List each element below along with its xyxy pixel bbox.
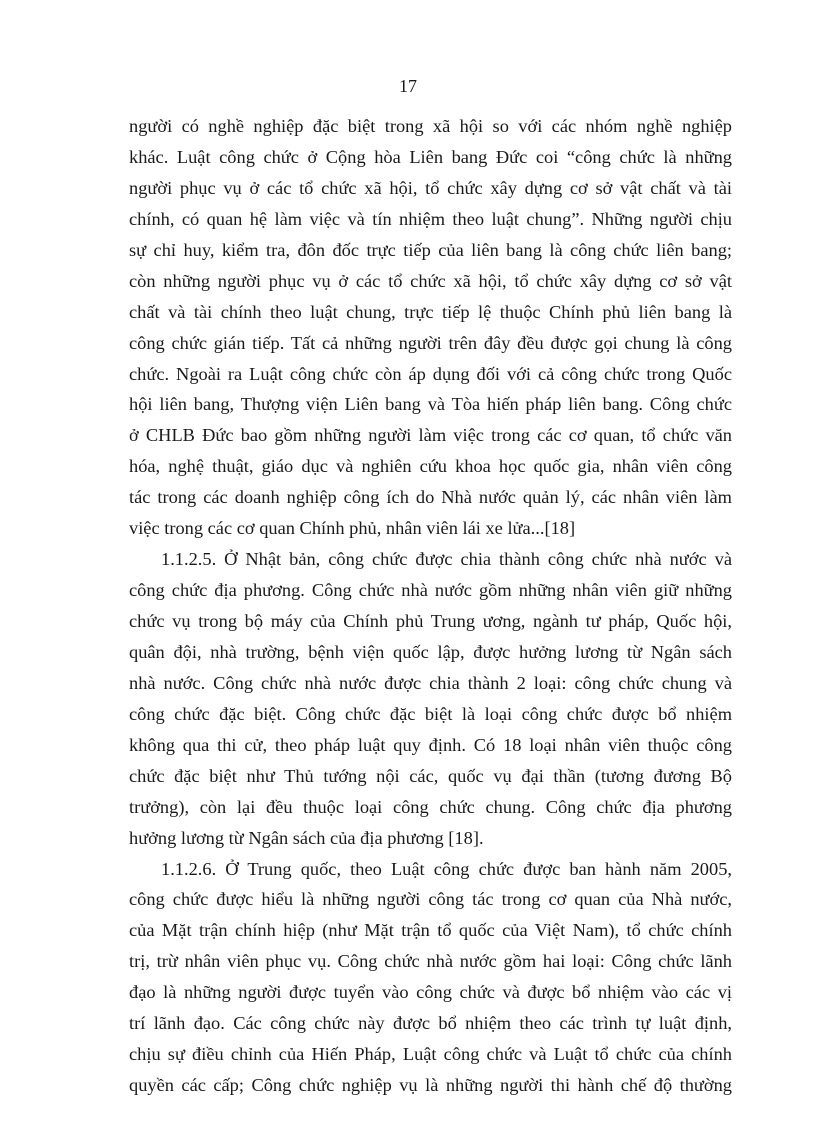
text-line: trí lãnh đạo. Các công chức này được bổ nhiệm theo các trình tự luật định,	[129, 1013, 732, 1034]
text-line: công chức được hiểu là những người công tác trong cơ quan của Nhà nước,	[129, 889, 732, 910]
text-line: chức đặc biệt như Thủ tướng nội các, quốc vụ đại thần (tương đương Bộ	[129, 765, 732, 786]
text-line: người có nghề nghiệp đặc biệt trong xã hội so với các nhóm nghề nghiệp	[129, 116, 732, 136]
text-line: công chức gián tiếp. Tất cả những người trên đây đều được gọi chung là công	[129, 332, 732, 353]
text-line: quân đội, nhà trường, bệnh viện quốc lập, được hưởng lương từ Ngân sách	[129, 641, 732, 662]
text-line: khác. Luật công chức ở Cộng hòa Liên bang Đức coi “công chức là những	[129, 146, 732, 167]
text-line: người phục vụ ở các tổ chức xã hội, tổ chức xây dựng cơ sở vật chất và tài	[129, 177, 732, 198]
page-number: 17	[399, 76, 417, 96]
text-line: chính, có quan hệ làm việc và tín nhiệm theo luật chung”. Những người chịu	[129, 208, 732, 229]
text-line: hưởng lương từ Ngân sách của địa phương [18].	[129, 827, 484, 848]
text-line: hóa, nghệ thuật, giáo dục và nghiên cứu khoa học quốc gia, nhân viên công	[129, 456, 732, 477]
text-line: hội liên bang, Thượng viện Liên bang và Tòa hiến pháp liên bang. Công chức	[129, 394, 732, 415]
text-line: chất và tài chính theo luật chung, trực tiếp lệ thuộc Chính phủ liên bang là	[129, 301, 732, 322]
text-line: việc trong các cơ quan Chính phủ, nhân viên lái xe lửa...[18]	[129, 518, 576, 539]
text-line: ở CHLB Đức bao gồm những người làm việc trong các cơ quan, tổ chức văn	[129, 425, 732, 446]
text-line: trưởng), còn lại đều thuộc loại công chức chung. Công chức địa phương	[129, 796, 732, 817]
text-line: không qua thi cử, theo pháp luật quy định. Có 18 loại nhân viên thuộc công	[129, 734, 732, 755]
text-line: đạo là những người được tuyển vào công chức và được bổ nhiệm vào các vị	[129, 982, 732, 1003]
paragraph-china	[129, 854, 732, 1102]
text-line: tác trong các doanh nghiệp công ích do Nhà nước quản lý, các nhân viên làm	[129, 487, 732, 508]
text-line: của Mặt trận chính hiệp (như Mặt trận tổ quốc của Việt Nam), tổ chức chính	[129, 920, 732, 941]
text-line: chức. Ngoài ra Luật công chức còn áp dụng đối với cả công chức trong Quốc	[129, 363, 732, 384]
text-line: trị, trừ nhân viên phục vụ. Công chức nhà nước gồm hai loại: Công chức lãnh	[129, 951, 732, 972]
text-line: công chức địa phương. Công chức nhà nước gồm những nhân viên giữ những	[129, 580, 732, 601]
text-line: nhà nước. Công chức nhà nước được chia thành 2 loại: công chức chung và	[129, 672, 732, 693]
text-line: chịu sự điều chỉnh của Hiến Pháp, Luật công chức và Luật tổ chức của chính	[129, 1044, 732, 1065]
text-line: chức vụ trong bộ máy của Chính phủ Trung ương, ngành tư pháp, Quốc hội,	[129, 611, 732, 631]
text-line: công chức đặc biệt. Công chức đặc biệt là loại công chức được bổ nhiệm	[129, 703, 732, 724]
text-line: còn những người phục vụ ở các tổ chức xã hội, tổ chức xây dựng cơ sở vật	[129, 270, 732, 291]
paragraph-japan	[129, 544, 732, 853]
paragraph-germany	[129, 111, 732, 544]
text-line: 1.1.2.6. Ở Trung quốc, theo Luật công chức được ban hành năm 2005,	[161, 858, 732, 879]
text-line: quyền các cấp; Công chức nghiệp vụ là những người thi hành chế độ thường	[129, 1075, 732, 1096]
body-text	[129, 111, 732, 1101]
text-line: 1.1.2.5. Ở Nhật bản, công chức được chia thành công chức nhà nước và	[161, 549, 732, 570]
text-line: sự chỉ huy, kiểm tra, đôn đốc trực tiếp của liên bang là công chức liên bang;	[129, 239, 732, 260]
